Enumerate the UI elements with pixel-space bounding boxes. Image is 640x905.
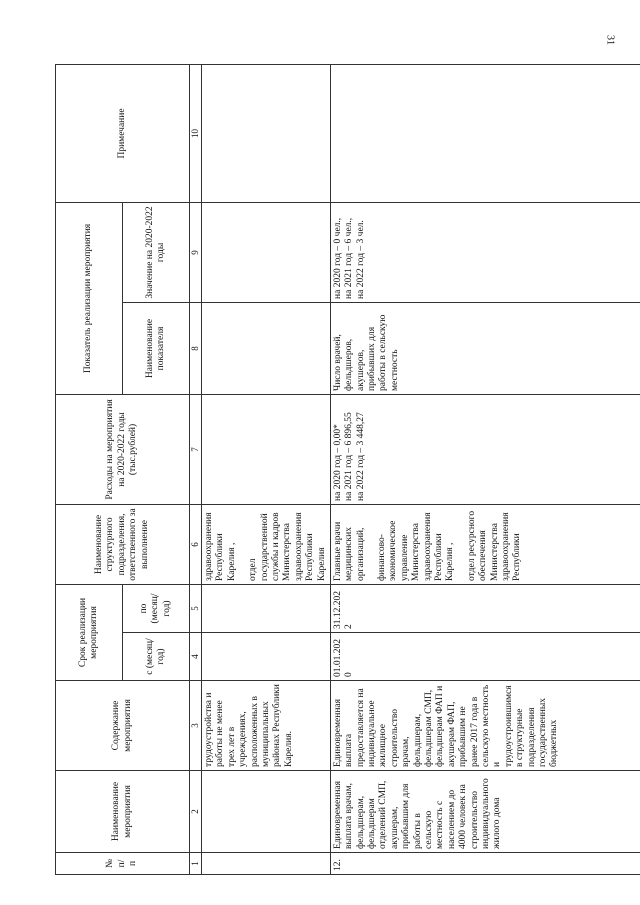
header-content: Содержание мероприятия [56,681,190,771]
row2-start: 01.01.2020 [330,633,640,681]
row1-responsible [202,504,331,584]
row1-num [202,853,331,875]
col-number: 6 [190,504,202,584]
column-numbers-row [190,64,202,874]
col-number: 4 [190,633,202,681]
col-number: 8 [190,302,202,394]
header-indicator-group: Показатель реализации мероприятия [56,202,123,394]
row2-value [330,202,640,302]
row1-expenses [202,394,331,504]
row1-value [202,202,331,302]
row2-responsible-b: финансово-экономическое управление Министерства здравоохранения Республики Карелия , [377,512,456,581]
row1-note [202,64,331,202]
row2-value-2020: на 2020 год – 0 чел., [332,217,343,299]
row1-content: трудоустройства и работы не менее трех лет в учреждениях, расположенных в муниципальных районах Республики Карелия. [202,681,331,771]
header-responsible: Наименование структурного подразделения, ответственного за выполнение [56,504,190,584]
header-name: Наименование мероприятия [56,771,190,853]
header-end: по (месяц/ год) [123,584,190,632]
row2-responsible-c: отдел ресурсного обеспечения Министерства здравоохранения Республики [466,510,523,581]
measures-table [55,64,640,875]
row1-end [202,584,331,632]
page-number: 31 [604,35,616,45]
col-number: 2 [190,771,202,853]
table-row [330,64,640,874]
row2-expenses [330,394,640,504]
row2-expenses-2022: на 2022 год – 3 448,27 [355,412,366,501]
row1-indicator [202,302,331,394]
row2-num: 12. [330,853,640,875]
row2-content: Единовременная выплата предоставляется на индивидуальное жилищное строительство врачам, фельдшерам, фельдшерам СМП, фельдшерам ФАП и акушерам ФАП, прибывшим не ранее 2017 года в сельскую местность и трудоустроившимся в структурные подразделения государственных бюджетных [330,681,640,771]
header-expenses: Расходы на мероприятия на 2020-2022 годы (тыс.рублей) [56,394,190,504]
table-row [202,64,331,874]
row2-expenses-2021: на 2021 год – 6 896,55 [344,412,355,501]
row1-name [202,771,331,853]
header-indicator-name: Наименование показателя [123,302,190,394]
col-number: 7 [190,394,202,504]
row2-note [330,64,640,202]
header-term-group: Срок реализации мероприятия [56,584,123,680]
header-row-1 [56,64,123,874]
row2-value-2021: на 2021 год – 6 чел., [344,217,355,299]
row2-end: 31.12.2022 [330,584,640,632]
row2-indicator: Число врачей, фельдшеров, акушеров, прибывших для работы в сельскую местность [330,302,640,394]
col-number: 10 [190,64,202,202]
row2-name: Единовременная выплата врачам, фельдшерам, фельдшерам отделений СМП, акушерам, прибывшим для работы в сельскую местность с населением до 4000 человек на строительство индивидуального жилого дома [330,771,640,853]
row1-start [202,633,331,681]
col-number: 5 [190,584,202,632]
row1-responsible-b: отдел государственной службы и кадров Министерства здравоохранения Республики Карелия [248,512,327,581]
row2-expenses-2020: на 2020 год – 0,00* [332,424,343,501]
header-note: Примечание [56,64,190,202]
row2-value-2022: на 2022 год – 3 чел. [355,220,366,299]
row1-responsible-a: здравоохранения Республики Карелия , [204,512,237,581]
header-indicator-value: Значение на 2020-2022 годы [123,202,190,302]
header-start: с (месяц/ год) [123,633,190,681]
header-num: № п/ п [56,853,190,875]
row2-responsible [330,504,640,584]
col-number: 1 [190,853,202,875]
col-number: 9 [190,202,202,302]
row2-responsible-a: Главные врачи медицинских организаций, [332,521,366,581]
rotated-table-page [55,65,590,875]
col-number: 3 [190,681,202,771]
